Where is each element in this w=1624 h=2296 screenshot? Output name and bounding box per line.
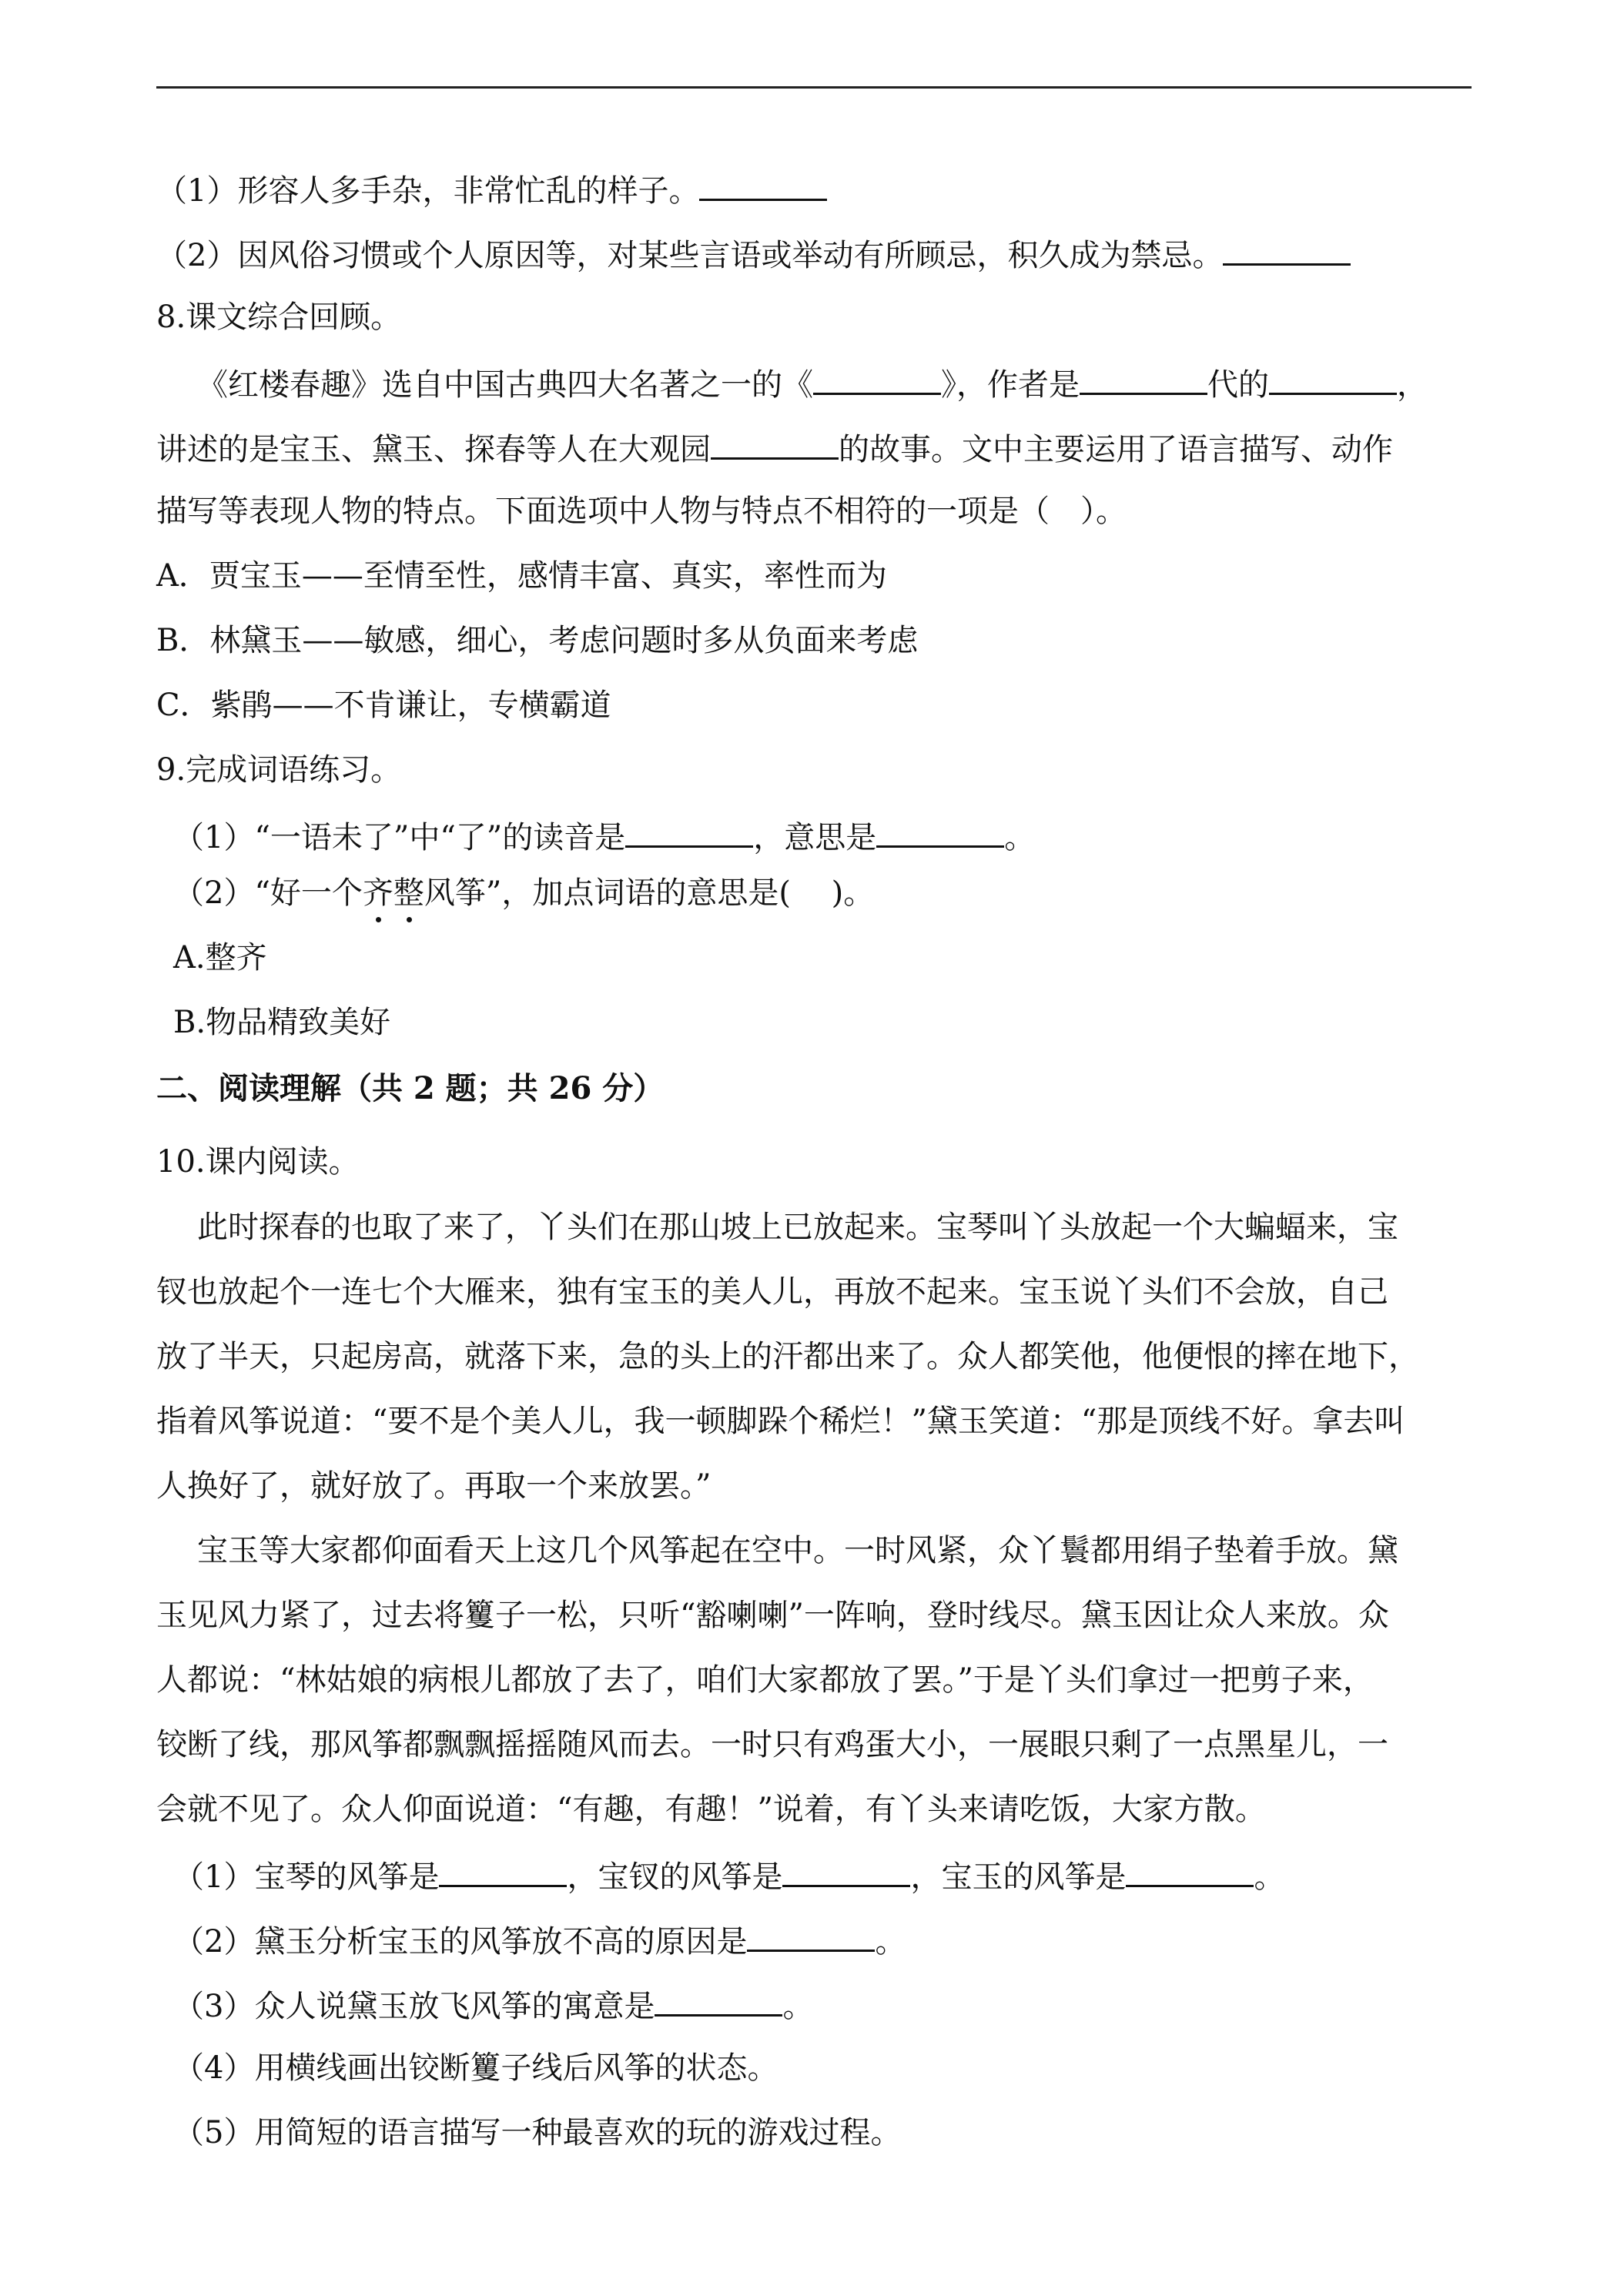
q10-para2-line: 人都说：“林姑娘的病根儿都放了去了，咱们大家都放了罢。”于是丫头们拿过一把剪子来， [156, 1662, 1374, 1698]
q10-para2-line: 宝玉等大家都仰面看天上这几个风筝起在空中。一时风紧，众丫鬟都用绢子垫着手放。黛 [197, 1533, 1398, 1568]
q7-sub1-text: （1）形容人多手杂，非常忙乱的样子。 [156, 173, 700, 209]
q9-sub1 [173, 815, 1035, 855]
q8-title: 8.课文综合回顾。 [156, 300, 402, 335]
section2-heading: 二、阅读理解（共 2 题；共 26 分） [156, 1070, 665, 1106]
q7-sub2-text: （2）因风俗习惯或个人原因等，对某些言语或举动有所顾忌，积久成为禁忌。 [156, 238, 1224, 273]
q10-title: 10.课内阅读。 [156, 1144, 360, 1180]
q8-option-b[interactable]: B．林黛玉——敏感，细心，考虑问题时多从负面来考虑 [156, 623, 919, 658]
q9-sub2-text-b: 风筝”，加点词语的意思是( )。 [424, 875, 875, 911]
q10-sub2-blank[interactable] [747, 1919, 875, 1952]
q8-para-line2 [156, 427, 1393, 467]
q10-sub1-text-d: 。 [1254, 1859, 1285, 1895]
q9-option-b[interactable]: B.物品精致美好 [173, 1005, 391, 1040]
q10-sub3-text-a: （3）众人说黛玉放飞风筝的寓意是 [173, 1989, 655, 2024]
q8-para-line3: 描写等表现人物的特点。下面选项中人物与特点不相符的一项是（ ）。 [156, 494, 1127, 529]
q9-sub2-text-a: （2）“好一个 [173, 875, 363, 911]
q10-sub3 [173, 1983, 813, 2023]
q8-text-c: 代的 [1207, 367, 1269, 403]
q8-text-b: 》，作者是 [941, 367, 1080, 403]
q8-option-c[interactable]: C．紫鹃——不肯谦让，专横霸道 [156, 688, 611, 723]
q10-para1-line: 此时探春的也取了来了，丫头们在那山坡上已放起来。宝琴叫丫头放起一个大蝙蝠来，宝 [197, 1210, 1398, 1245]
q9-dotted-char-2: 整 [393, 873, 424, 913]
q9-title: 9.完成词语练习。 [156, 752, 402, 788]
q9-sub1-blank-pronunciation[interactable] [625, 815, 753, 848]
q9-sub1-blank-meaning[interactable] [876, 815, 1004, 848]
q10-para1-line: 人换好了，就好放了。再取一个来放罢。” [156, 1468, 712, 1504]
q8-para-line1 [197, 362, 1428, 402]
q9-sub1-text-a: （1）“一语未了”中“了”的读音是 [173, 820, 626, 855]
q10-sub1-blank-baoyu[interactable] [1126, 1854, 1254, 1887]
q7-sub1 [156, 168, 827, 208]
q10-sub2 [173, 1919, 906, 1959]
q10-para2-line: 会就不见了。众人仰面说道：“有趣，有趣！”说着，有丫头来请吃饭，大家方散。 [156, 1792, 1266, 1827]
q10-sub5: （5）用简短的语言描写一种最喜欢的玩的游戏过程。 [173, 2115, 902, 2150]
q8-text-a: 《红楼春趣》选自中国古典四大名著之一的《 [197, 367, 813, 403]
q7-sub1-blank[interactable] [699, 168, 827, 201]
q8-blank-event[interactable] [711, 427, 839, 460]
q10-sub1-text-a: （1）宝琴的风筝是 [173, 1859, 440, 1895]
q9-sub1-text-b: ，意思是 [753, 820, 877, 855]
q8-blank-dynasty[interactable] [1080, 362, 1207, 395]
q10-sub3-text-b: 。 [782, 1989, 814, 2024]
q10-para1-line: 钗也放起个一连七个大雁来，独有宝玉的美人儿，再放不起来。宝玉说丫头们不会放，自己 [156, 1274, 1388, 1310]
q8-text-f: 的故事。文中主要运用了语言描写、动作 [839, 432, 1393, 467]
q9-sub2 [173, 873, 874, 913]
q8-option-a[interactable]: A．贾宝玉——至情至性，感情丰富、真实，率性而为 [156, 558, 887, 594]
q7-sub2-blank[interactable] [1223, 233, 1351, 266]
q9-sub1-text-c: 。 [1004, 820, 1036, 855]
q10-sub3-blank[interactable] [655, 1983, 782, 2017]
q8-blank-author[interactable] [1269, 362, 1397, 395]
q10-para1-line: 放了半天，只起房高，就落下来，急的头上的汗都出来了。众人都笑他，他便恨的摔在地下， [156, 1339, 1419, 1374]
q8-text-e: 讲述的是宝玉、黛玉、探春等人在大观园 [156, 432, 711, 467]
q7-sub2 [156, 233, 1351, 273]
q10-sub4: （4）用横线画出铰断籰子线后风筝的状态。 [173, 2050, 779, 2086]
q9-dotted-char-1: 齐 [363, 873, 393, 913]
q9-option-a[interactable]: A.整齐 [173, 940, 267, 976]
q10-para2-line: 铰断了线，那风筝都飘飘摇摇随风而去。一时只有鸡蛋大小，一展眼只剩了一点黑星儿，一 [156, 1727, 1388, 1762]
q10-sub1-text-b: ，宝钗的风筝是 [567, 1859, 783, 1895]
q10-sub1-blank-baochai[interactable] [782, 1854, 910, 1887]
q10-sub2-text-a: （2）黛玉分析宝玉的风筝放不高的原因是 [173, 1924, 748, 1960]
q10-sub1 [173, 1854, 1284, 1894]
q8-text-d: ， [1397, 367, 1428, 403]
q8-blank-book[interactable] [813, 362, 941, 395]
q10-sub1-blank-baoqin[interactable] [439, 1854, 567, 1887]
q10-para1-line: 指着风筝说道：“要不是个美人儿，我一顿脚跺个稀烂！”黛玉笑道：“那是顶线不好。拿去叫 [156, 1404, 1405, 1439]
q10-sub1-text-c: ，宝玉的风筝是 [910, 1859, 1127, 1895]
header-rule [156, 86, 1472, 89]
q10-sub2-text-b: 。 [875, 1924, 906, 1960]
q10-para2-line: 玉见风力紧了，过去将籰子一松，只听“豁喇喇”一阵响，登时线尽。黛玉因让众人来放。众 [156, 1598, 1389, 1633]
